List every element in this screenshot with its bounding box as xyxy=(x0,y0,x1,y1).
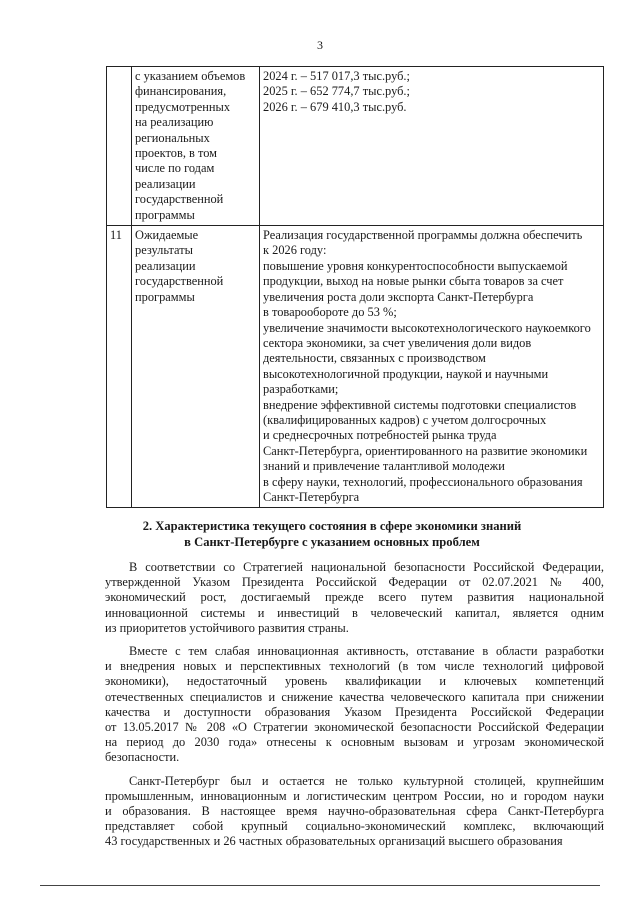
row-value-line: в сферу науки, технологий, профессионального образования xyxy=(263,474,583,489)
row-name-line: Ожидаемые xyxy=(135,228,199,243)
row-value-line: Санкт-Петербурга, ориентированного на развитие экономики xyxy=(263,443,588,458)
row-value-line: в товарообороте до 53 %; xyxy=(263,305,397,320)
row-value-line: увеличения роста доли экспорта Санкт-Петербурга xyxy=(263,289,534,304)
row-name-line: государственной xyxy=(135,274,224,289)
row-name-line: государственной xyxy=(135,192,224,207)
paragraph-line: безопасности. xyxy=(105,750,180,765)
row-value-line: продукции, выход на новые рынки сбыта товаров за счет xyxy=(263,274,564,289)
row-name-line: с указанием объемов xyxy=(135,69,246,83)
row-value-line: знаний и привлечение талантливой молодежи xyxy=(263,459,505,474)
row-value xyxy=(260,226,604,508)
table-row xyxy=(107,226,604,508)
paragraph-line: промышленным, инновационным и логистическим центром России, но и городом науки xyxy=(105,788,604,803)
row-value-line: разработками; xyxy=(263,382,339,397)
row-name-line: на реализацию xyxy=(135,115,214,130)
paragraph-line: на период до 2030 года» отнесены к основным вызовам и угрозам экономической xyxy=(105,735,604,750)
paragraph-line: от 13.05.2017 № 208 «О Стратегии экономической безопасности Российской Федерации xyxy=(105,720,604,735)
paragraph-line: и образования. В настоящее время научно-образовательная сфера Санкт-Петербурга xyxy=(105,804,604,819)
row-name-line: реализации xyxy=(135,176,196,191)
row-number xyxy=(107,67,132,226)
body-text xyxy=(105,560,604,858)
footer-rule xyxy=(40,885,600,886)
row-name-line: программы xyxy=(135,207,195,222)
row-value-line: 2026 г. – 679 410,3 тыс.руб. xyxy=(263,99,407,114)
row-name-line: программы xyxy=(135,289,195,304)
row-value-line: деятельности, связанных с производством xyxy=(263,351,486,366)
paragraph-line: качества и доступности образования Указом Президента Российской Федерации xyxy=(105,704,604,719)
row-value-line: к 2026 году: xyxy=(263,243,327,258)
row-name-line: реализации xyxy=(135,258,196,273)
section-title-line: 2. Характеристика текущего состояния в сфере экономики знаний xyxy=(142,519,522,533)
row-name xyxy=(132,67,260,226)
paragraph-line: из приоритетов устойчивого развития страны. xyxy=(105,620,349,635)
paragraph-line: отечественных специалистов и снижение качества человеческого капитала при снижении xyxy=(105,689,604,704)
paragraph-line: Вместе с тем слабая инновационная активность, отставание в области разработки xyxy=(129,644,604,659)
row-name-line: финансирования, xyxy=(135,84,227,99)
passport-table xyxy=(106,66,604,508)
row-name-line: проектов, в том xyxy=(135,146,218,161)
row-value-line: сектора экономики, за счет увеличения доли видов xyxy=(263,335,532,350)
page-number: 3 xyxy=(317,38,323,52)
row-value-line: Санкт-Петербурга xyxy=(263,489,360,504)
paragraph-line: представляет собой крупный социально-экономический комплекс, включающий xyxy=(105,819,604,834)
row-name-line: предусмотренных xyxy=(135,99,231,114)
row-number: 11 xyxy=(107,226,132,508)
row-name-line: числе по годам xyxy=(135,161,215,176)
row-value-line: 2024 г. – 517 017,3 тыс.руб.; xyxy=(263,69,410,83)
row-value-line: внедрение эффективной системы подготовки специалистов xyxy=(263,397,577,412)
row-name xyxy=(132,226,260,508)
row-value-line: 2025 г. – 652 774,7 тыс.руб.; xyxy=(263,84,410,99)
row-value-line: повышение уровня конкурентоспособности выпускаемой xyxy=(263,258,568,273)
row-name-line: региональных xyxy=(135,130,210,145)
row-value-line: высокотехнологичной продукции, наукой и научными xyxy=(263,366,549,381)
row-value-line: увеличение значимости высокотехнологического наукоемкого xyxy=(263,320,591,335)
paragraph-line: экономический рост, достигаемый прежде всего путем развития национальной xyxy=(105,590,604,605)
section-title-line: в Санкт-Петербурге с указанием основных проблем xyxy=(184,535,480,549)
paragraph-line: и внедрения новых и перспективных технологий (в том числе технологий цифровой xyxy=(105,659,604,674)
paragraph xyxy=(105,774,604,850)
paragraph-line: экономики), недостаточный уровень квалификации и ключевых компетенций xyxy=(105,674,604,689)
row-value-line: и среднесрочных потребностей рынка труда xyxy=(263,428,497,443)
paragraph-line: Санкт-Петербург был и остается не только культурной столицей, крупнейшим xyxy=(129,773,604,788)
paragraph-line: 43 государственных и 26 частных образовательных организаций высшего образования xyxy=(105,834,563,849)
paragraph xyxy=(105,644,604,766)
row-value-line: Реализация государственной программы должна обеспечить xyxy=(263,228,583,243)
paragraph-line: В соответствии со Стратегией национальной безопасности Российской Федерации, xyxy=(129,560,604,574)
paragraph-line: инновационной системы и инвестиций в человеческий капитал, является одним xyxy=(105,605,604,620)
paragraph-line: утвержденной Указом Президента Российской Федерации от 02.07.2021 № 400, xyxy=(105,575,604,590)
paragraph xyxy=(105,560,604,636)
section-title xyxy=(60,518,604,550)
row-value-line: (квалифицированных кадров) с учетом долгосрочных xyxy=(263,412,547,427)
table-row xyxy=(107,67,604,226)
row-name-line: результаты xyxy=(135,243,193,258)
row-value xyxy=(260,67,604,226)
